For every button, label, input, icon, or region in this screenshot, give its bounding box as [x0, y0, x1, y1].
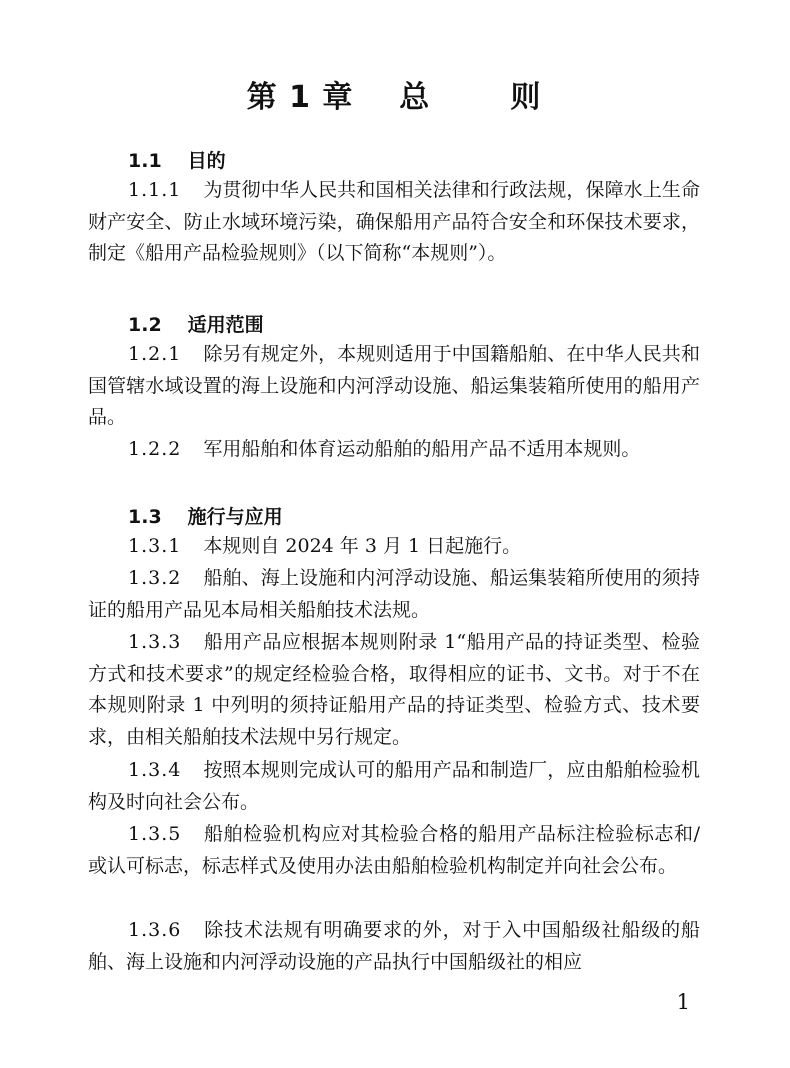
- section-heading-1-2: [88, 310, 264, 337]
- section-heading-1-1: [88, 146, 226, 173]
- paragraph-number: 1.3.2: [128, 567, 182, 589]
- paragraph-text: 为贯彻中华人民共和国相关法律和行政法规，保障水上生命财产安全、防止水域环境污染，确保船用产品符合安全和环保技术要求，制定《船用产品检验规则》（以下简称“本规则”）。: [88, 179, 700, 264]
- paragraph-1-1-1: [88, 175, 700, 270]
- paragraph-1-3-2: [88, 563, 700, 626]
- paragraph-1-3-1: [88, 531, 700, 563]
- paragraph-1-3-5: [88, 819, 700, 882]
- page-number: 1: [676, 990, 690, 1014]
- paragraph-text: 除技术法规有明确要求的外，对于入中国船级社船级的船舶、海上设施和内河浮动设施的产品执行中国船级社的相应: [88, 919, 700, 973]
- paragraph-number: 1.1.1: [128, 179, 182, 201]
- section-title: 目的: [187, 150, 226, 172]
- paragraph-number: 1.3.4: [128, 759, 182, 781]
- paragraph-text: 船用产品应根据本规则附录 1“船用产品的持证类型、检验方式和技术要求”的规定经检验合格，取得相应的证书、文书。对于不在本规则附录 1 中列明的须持证船用产品的持证类型、检验方式、技术要求，由相关船舶技术法规中另行规定。: [88, 631, 700, 748]
- paragraph-text: 船舶、海上设施和内河浮动设施、船运集装箱所使用的须持证的船用产品见本局相关船舶技术法规。: [88, 567, 700, 621]
- paragraph-number: 1.2.1: [128, 343, 182, 365]
- section-number: 1.1: [128, 150, 162, 172]
- section-number: 1.3: [128, 506, 162, 528]
- paragraph-number: 1.2.2: [128, 438, 182, 460]
- section-heading-1-3: [88, 502, 283, 529]
- paragraph-text: 军用船舶和体育运动船舶的船用产品不适用本规则。: [203, 438, 641, 460]
- paragraph-1-3-4: [88, 755, 700, 818]
- paragraph-1-3-6: [88, 915, 700, 978]
- paragraph-1-2-1: [88, 339, 700, 434]
- paragraph-1-2-2: [88, 434, 700, 466]
- section-number: 1.2: [128, 314, 162, 336]
- paragraph-number: 1.3.6: [128, 919, 182, 941]
- paragraph-number: 1.3.1: [128, 535, 182, 557]
- paragraph-text: 除另有规定外，本规则适用于中国籍船舶、在中华人民共和国管辖水域设置的海上设施和内河浮动设施、船运集装箱所使用的船用产品。: [88, 343, 700, 428]
- paragraph-1-3-3: [88, 627, 700, 753]
- paragraph-text: 本规则自 2024 年 3 月 1 日起施行。: [203, 535, 522, 557]
- section-title: 施行与应用: [187, 506, 283, 528]
- paragraph-number: 1.3.3: [128, 631, 182, 653]
- paragraph-number: 1.3.5: [128, 823, 182, 845]
- section-title: 适用范围: [187, 314, 264, 336]
- paragraph-text: 船舶检验机构应对其检验合格的船用产品标注检验标志和/或认可标志，标志样式及使用办法由船舶检验机构制定并向社会公布。: [88, 823, 700, 877]
- chapter-title: 第 1 章 总 则: [246, 80, 542, 115]
- paragraph-text: 按照本规则完成认可的船用产品和制造厂，应由船舶检验机构及时向社会公布。: [88, 759, 700, 813]
